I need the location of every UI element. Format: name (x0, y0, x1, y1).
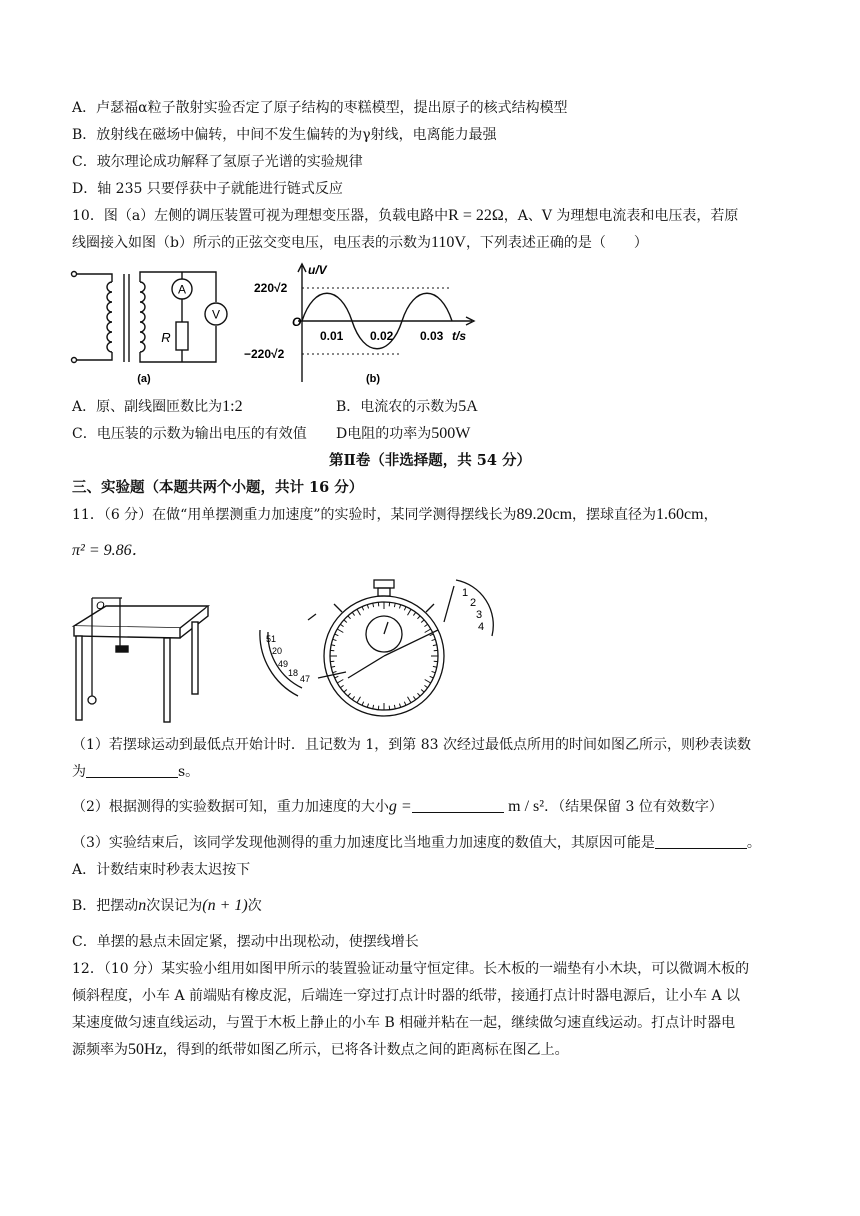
q9-option-b: B．放射线在磁场中偏转，中间不发生偏转的为γ射线，电离能力最强 (72, 127, 497, 143)
figure-b-caption: (b) (365, 373, 381, 385)
x-axis-label: t/s (452, 329, 467, 343)
stopwatch-tick (425, 629, 431, 633)
stopwatch-tick (357, 697, 361, 703)
section-2-title: 第Ⅱ卷（非选择题，共 54 分） (329, 452, 531, 469)
stopwatch-tick (348, 693, 351, 696)
q11-option-a: A．计数结束时秒表太迟按下 (72, 862, 251, 878)
stopwatch-tick (348, 616, 351, 619)
q11-stem-line1: 11．（6 分）在做“用单摆测重力加速度”的实验时，某同学测得摆线长为89.20cm，摆球直径为1.60cm， (72, 506, 718, 523)
pivot-label: O (96, 600, 105, 612)
stopwatch-tick (424, 685, 427, 687)
stopwatch-tick (421, 689, 424, 692)
stopwatch-tick (408, 609, 412, 615)
stopwatch-tick (331, 645, 335, 646)
stopwatch-tick (413, 696, 415, 699)
answer-blank-1[interactable] (86, 763, 178, 778)
section-3-title: 三、实验题（本题共两个小题，共计 16 分） (72, 479, 364, 496)
q11-part2: （2）根据测得的实验数据可知，重力加速度的大小g = m / s²．（结果保留 3 位有效数字） (72, 798, 723, 815)
stopwatch-tick (333, 639, 337, 640)
resistor-label: R (161, 330, 171, 345)
stopwatch-tick (373, 705, 374, 709)
stopwatch-figure (242, 572, 512, 722)
stopwatch-tick (417, 693, 420, 696)
stopwatch-tick (340, 624, 343, 626)
q10-option-b: B．电流农的示数为5A (336, 398, 478, 415)
sine-voltage-figure (240, 260, 484, 390)
zoom-dial-47: 47 (300, 674, 311, 684)
q9-option-a: A．卢瑟福α粒子散射实验否定了原子结构的枣糕模型，提出原子的核式结构模型 (72, 100, 568, 116)
origin-label: O (292, 315, 302, 329)
stopwatch-tick (367, 605, 368, 609)
stopwatch-tick (340, 685, 343, 687)
y-max-label: 220√2 (254, 281, 288, 295)
figure-a-caption: (a) (137, 373, 151, 385)
y-min-label: −220√2 (244, 347, 285, 361)
q10-voltage: 110V (430, 234, 466, 251)
stopwatch-tick (344, 620, 347, 623)
stopwatch-tick (413, 612, 415, 615)
stopwatch-tick (367, 704, 368, 708)
q12-line2: 倾斜程度，小车 A 前端贴有橡皮泥，后端连一穿过打点计时器的纸带，接通打点计时器电源后，让小车 A 以 (72, 988, 741, 1004)
y-axis-label: u/V (308, 263, 327, 277)
transformer-circuit-figure (68, 262, 240, 390)
zoom-dial-18: 18 (288, 668, 299, 678)
ammeter-label: A (177, 282, 187, 297)
zoom-dial-20: 20 (272, 646, 283, 656)
stopwatch-tick (399, 605, 400, 609)
stopwatch-tick (399, 704, 400, 708)
stopwatch-tick (433, 645, 437, 646)
stopwatch-tick (433, 666, 437, 667)
small-dial-3: 3 (476, 609, 483, 621)
q9-option-c: C．玻尔理论成功解释了氢原子光谱的实验规律 (72, 154, 363, 170)
q10-stem-line2: 线圈接入如图（b）所示的正弦交变电压，电压表的示数为110V，下列表述正确的是（ ） (72, 234, 648, 251)
q10-option-a: A．原、副线圈匝数比为1:2 (72, 398, 243, 415)
q12-line1: 12．（10 分）某实验小组用如图甲所示的装置验证动量守恒定律。长木板的一端垫有小木块，可以微调木板的 (72, 961, 750, 977)
stopwatch-tick (424, 624, 427, 626)
zoom-dial-51: 51 (266, 634, 277, 644)
q10-stem-line1: 10．图（a）左侧的调压装置可视为理想变压器，负载电路中R = 22Ω，A、V 为理想电流表和电压表，若原 (72, 207, 739, 224)
voltmeter-label: V (211, 307, 221, 322)
q9-option-d: D．轴 235 只要俘获中子就能进行链式反应 (72, 181, 343, 197)
small-dial-1: 1 (462, 587, 469, 599)
stopwatch-tick (335, 676, 339, 678)
answer-blank-3[interactable] (655, 834, 747, 849)
stopwatch-tick (394, 705, 395, 709)
stopwatch-tick (432, 671, 436, 672)
small-dial-2: 2 (470, 597, 477, 609)
x-tick-2: 0.02 (370, 329, 394, 343)
q12-line4: 源频率为50Hz，得到的纸带如图乙所示，已将各计数点之间的距离标在图乙上。 (72, 1041, 569, 1058)
x-tick-1: 0.01 (320, 329, 344, 343)
stopwatch-tick (404, 607, 406, 611)
q10-option-c: C．电压装的示数为输出电压的有效值 (72, 426, 307, 442)
q11-part1-line2: 为 s。 (72, 764, 200, 780)
stopwatch-tick (373, 603, 374, 607)
answer-blank-2[interactable] (412, 798, 504, 813)
stopwatch-tick (408, 697, 412, 703)
q11-part1-line1: （1）若摆球运动到最低点开始计时．且记数为 1，到第 83 次经过最低点所用的时间如图乙所示，则秒表读数 (72, 737, 751, 753)
stopwatch-tick (362, 702, 364, 706)
stopwatch-tick (335, 634, 339, 636)
q11-pi-squared: π² = 9.86． (72, 542, 148, 559)
stopwatch-tick (425, 680, 431, 684)
q11-option-c: C．单摆的悬点未固定紧，摆动中出现松动，使摆线增长 (72, 934, 419, 950)
stopwatch-tick (421, 620, 424, 623)
stopwatch-tick (344, 689, 347, 692)
pendulum-table-figure (66, 584, 216, 724)
stopwatch-tick (352, 612, 354, 615)
q11-option-b: B．把摆动n次误记为(n + 1)次 (72, 897, 262, 914)
stopwatch-tick (337, 680, 343, 684)
stopwatch-tick (333, 671, 337, 672)
stopwatch-tick (362, 607, 364, 611)
stopwatch-tick (417, 616, 420, 619)
stopwatch-tick (432, 639, 436, 640)
x-tick-3: 0.03 (420, 329, 444, 343)
q10-resistance: R = 22Ω (448, 207, 504, 224)
stopwatch-tick (357, 609, 361, 615)
stopwatch-tick (331, 666, 335, 667)
q11-part3: （3）实验结束后，该同学发现他测得的重力加速度比当地重力加速度的数值大，其原因可能是 。 (72, 835, 761, 851)
stopwatch-tick (430, 676, 434, 678)
q10-option-d: D电阻的功率为500W (336, 425, 471, 442)
stopwatch-tick (404, 702, 406, 706)
zoom-dial-49: 49 (278, 659, 289, 669)
stopwatch-tick (352, 696, 354, 699)
small-dial-4: 4 (478, 621, 485, 633)
stopwatch-tick (337, 629, 343, 633)
stopwatch-tick (394, 603, 395, 607)
q12-line3: 某速度做匀速直线运动，与置于木板上静止的小车 B 相碰并粘在一起，继续做匀速直线运动。打点计时器电 (72, 1015, 736, 1031)
